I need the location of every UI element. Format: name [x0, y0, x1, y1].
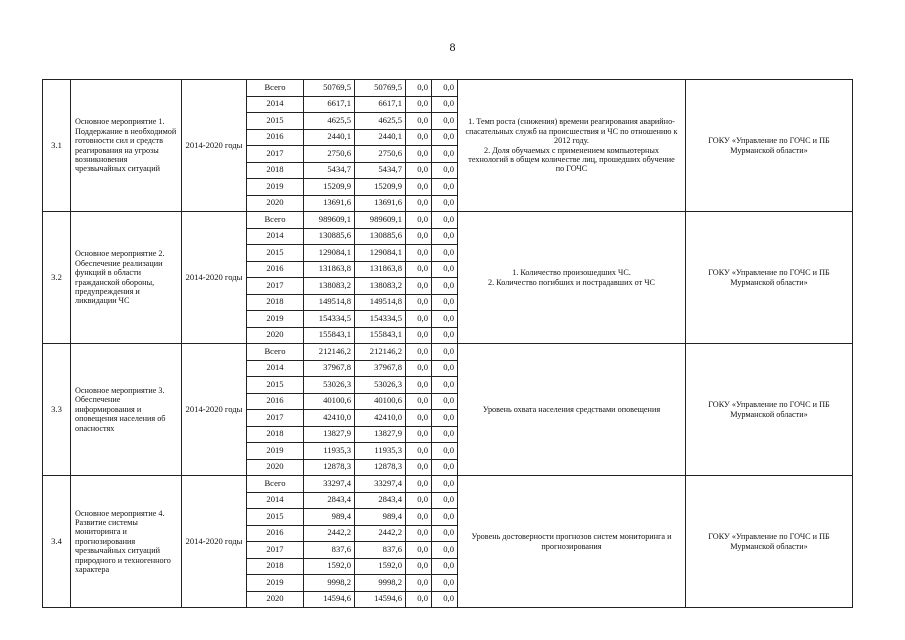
page-number: 8 [449, 40, 456, 54]
total-amount-cell: 12878,3 [304, 459, 355, 476]
year-cell: 2020 [247, 327, 304, 344]
other-sources-cell: 0,0 [432, 509, 458, 526]
regional-budget-cell: 129084,1 [355, 245, 406, 262]
regional-budget-cell: 12878,3 [355, 459, 406, 476]
other-sources-cell: 0,0 [432, 327, 458, 344]
indicators-cell [458, 476, 686, 608]
activity-period: 2014-2020 годы [182, 344, 247, 476]
total-amount-cell: 40100,6 [304, 393, 355, 410]
regional-budget-cell: 212146,2 [355, 344, 406, 361]
year-cell: 2016 [247, 393, 304, 410]
total-amount-cell: 4625,5 [304, 113, 355, 130]
regional-budget-cell: 2440,1 [355, 129, 406, 146]
year-cell: 2018 [247, 162, 304, 179]
federal-budget-cell: 0,0 [406, 162, 432, 179]
federal-budget-cell: 0,0 [406, 558, 432, 575]
total-amount-cell: 14594,6 [304, 591, 355, 608]
federal-budget-cell: 0,0 [406, 294, 432, 311]
year-cell: 2015 [247, 113, 304, 130]
other-sources-cell: 0,0 [432, 228, 458, 245]
table-row [43, 212, 853, 229]
year-cell: 2017 [247, 146, 304, 163]
other-sources-cell: 0,0 [432, 525, 458, 542]
regional-budget-cell: 13827,9 [355, 426, 406, 443]
total-amount-cell: 149514,8 [304, 294, 355, 311]
other-sources-cell: 0,0 [432, 426, 458, 443]
federal-budget-cell: 0,0 [406, 146, 432, 163]
federal-budget-cell: 0,0 [406, 575, 432, 592]
regional-budget-cell: 154334,5 [355, 311, 406, 328]
federal-budget-cell: 0,0 [406, 113, 432, 130]
regional-budget-cell: 42410,0 [355, 410, 406, 427]
other-sources-cell: 0,0 [432, 113, 458, 130]
activity-period: 2014-2020 годы [182, 212, 247, 344]
year-cell: 2019 [247, 443, 304, 460]
total-amount-cell: 2750,6 [304, 146, 355, 163]
federal-budget-cell: 0,0 [406, 476, 432, 493]
executor-cell: ГОКУ «Управление по ГОЧС и ПБ Мурманской области» [686, 344, 853, 476]
year-cell: 2017 [247, 542, 304, 559]
year-cell: 2019 [247, 575, 304, 592]
total-amount-cell: 15209,9 [304, 179, 355, 196]
regional-budget-cell: 138083,2 [355, 278, 406, 295]
activity-name: Основное мероприятие 2. Обеспечение реализации функций в области гражданской обороны, предупреждения и ликвидации ЧС [71, 212, 182, 344]
regional-budget-cell: 5434,7 [355, 162, 406, 179]
federal-budget-cell: 0,0 [406, 96, 432, 113]
year-cell: 2018 [247, 294, 304, 311]
federal-budget-cell: 0,0 [406, 344, 432, 361]
total-amount-cell: 13827,9 [304, 426, 355, 443]
year-cell: 2017 [247, 410, 304, 427]
year-cell: 2020 [247, 195, 304, 212]
indicator-text: Уровень охвата населения средствами оповещения [482, 404, 661, 414]
other-sources-cell: 0,0 [432, 410, 458, 427]
regional-budget-cell: 989,4 [355, 509, 406, 526]
year-cell: 2014 [247, 96, 304, 113]
total-amount-cell: 50769,5 [304, 80, 355, 97]
other-sources-cell: 0,0 [432, 311, 458, 328]
total-amount-cell: 5434,7 [304, 162, 355, 179]
federal-budget-cell: 0,0 [406, 377, 432, 394]
other-sources-cell: 0,0 [432, 459, 458, 476]
other-sources-cell: 0,0 [432, 377, 458, 394]
indicator-text: 1. Темп роста (снижения) времени реагирования аварийно-спасательных служб на происшествия и ЧС по отношению к 2012 году. [465, 117, 678, 146]
other-sources-cell: 0,0 [432, 80, 458, 97]
total-amount-cell: 42410,0 [304, 410, 355, 427]
regional-budget-cell: 2843,4 [355, 492, 406, 509]
year-cell: 2016 [247, 261, 304, 278]
regional-budget-cell: 53026,3 [355, 377, 406, 394]
federal-budget-cell: 0,0 [406, 443, 432, 460]
total-amount-cell: 9998,2 [304, 575, 355, 592]
regional-budget-cell: 13691,6 [355, 195, 406, 212]
year-cell: 2014 [247, 360, 304, 377]
other-sources-cell: 0,0 [432, 212, 458, 229]
other-sources-cell: 0,0 [432, 360, 458, 377]
regional-budget-cell: 50769,5 [355, 80, 406, 97]
federal-budget-cell: 0,0 [406, 179, 432, 196]
federal-budget-cell: 0,0 [406, 245, 432, 262]
year-cell: Всего [247, 212, 304, 229]
regional-budget-cell: 9998,2 [355, 575, 406, 592]
total-amount-cell: 212146,2 [304, 344, 355, 361]
year-cell: 2017 [247, 278, 304, 295]
federal-budget-cell: 0,0 [406, 195, 432, 212]
indicators-cell [458, 80, 686, 212]
activity-period: 2014-2020 годы [182, 80, 247, 212]
other-sources-cell: 0,0 [432, 575, 458, 592]
regional-budget-cell: 989609,1 [355, 212, 406, 229]
year-cell: Всего [247, 344, 304, 361]
indicators-cell [458, 344, 686, 476]
other-sources-cell: 0,0 [432, 96, 458, 113]
federal-budget-cell: 0,0 [406, 591, 432, 608]
regional-budget-cell: 131863,8 [355, 261, 406, 278]
total-amount-cell: 129084,1 [304, 245, 355, 262]
executor-cell: ГОКУ «Управление по ГОЧС и ПБ Мурманской области» [686, 476, 853, 608]
other-sources-cell: 0,0 [432, 591, 458, 608]
federal-budget-cell: 0,0 [406, 509, 432, 526]
other-sources-cell: 0,0 [432, 344, 458, 361]
regional-budget-cell: 37967,8 [355, 360, 406, 377]
total-amount-cell: 989609,1 [304, 212, 355, 229]
year-cell: 2019 [247, 179, 304, 196]
activity-number: 3.1 [43, 80, 71, 212]
other-sources-cell: 0,0 [432, 245, 458, 262]
activity-number: 3.3 [43, 344, 71, 476]
other-sources-cell: 0,0 [432, 179, 458, 196]
regional-budget-cell: 15209,9 [355, 179, 406, 196]
total-amount-cell: 130885,6 [304, 228, 355, 245]
total-amount-cell: 154334,5 [304, 311, 355, 328]
year-cell: 2016 [247, 525, 304, 542]
total-amount-cell: 6617,1 [304, 96, 355, 113]
indicator-text: 2. Доля обучаемых с применением компьютерных технологий в общем количестве лиц, прошедших обучение по ГОЧС [468, 145, 675, 174]
other-sources-cell: 0,0 [432, 294, 458, 311]
federal-budget-cell: 0,0 [406, 360, 432, 377]
other-sources-cell: 0,0 [432, 129, 458, 146]
regional-budget-cell: 11935,3 [355, 443, 406, 460]
total-amount-cell: 131863,8 [304, 261, 355, 278]
year-cell: 2020 [247, 591, 304, 608]
federal-budget-cell: 0,0 [406, 80, 432, 97]
table-row [43, 476, 853, 493]
year-cell: 2018 [247, 558, 304, 575]
federal-budget-cell: 0,0 [406, 393, 432, 410]
federal-budget-cell: 0,0 [406, 129, 432, 146]
other-sources-cell: 0,0 [432, 558, 458, 575]
activity-name: Основное мероприятие 3. Обеспечение информирования и оповещения населения об опасностях [71, 344, 182, 476]
total-amount-cell: 2843,4 [304, 492, 355, 509]
regional-budget-cell: 40100,6 [355, 393, 406, 410]
regional-budget-cell: 837,6 [355, 542, 406, 559]
federal-budget-cell: 0,0 [406, 228, 432, 245]
regional-budget-cell: 4625,5 [355, 113, 406, 130]
regional-budget-cell: 14594,6 [355, 591, 406, 608]
activity-number: 3.4 [43, 476, 71, 608]
total-amount-cell: 2442,2 [304, 525, 355, 542]
year-cell: 2018 [247, 426, 304, 443]
year-cell: 2016 [247, 129, 304, 146]
year-cell: 2014 [247, 492, 304, 509]
year-cell: 2014 [247, 228, 304, 245]
total-amount-cell: 989,4 [304, 509, 355, 526]
other-sources-cell: 0,0 [432, 146, 458, 163]
other-sources-cell: 0,0 [432, 162, 458, 179]
year-cell: 2019 [247, 311, 304, 328]
regional-budget-cell: 130885,6 [355, 228, 406, 245]
regional-budget-cell: 155843,1 [355, 327, 406, 344]
table-row [43, 80, 853, 97]
regional-budget-cell: 1592,0 [355, 558, 406, 575]
other-sources-cell: 0,0 [432, 542, 458, 559]
federal-budget-cell: 0,0 [406, 278, 432, 295]
indicator-text: Уровень достоверности прогнозов систем мониторинга и прогнозирования [471, 532, 672, 551]
other-sources-cell: 0,0 [432, 261, 458, 278]
federal-budget-cell: 0,0 [406, 327, 432, 344]
total-amount-cell: 138083,2 [304, 278, 355, 295]
federal-budget-cell: 0,0 [406, 261, 432, 278]
total-amount-cell: 33297,4 [304, 476, 355, 493]
activity-name: Основное мероприятие 1. Поддержание в необходимой готовности сил и средств реагирования на угрозы возникновения чрезвычайных ситуаций [71, 80, 182, 212]
total-amount-cell: 837,6 [304, 542, 355, 559]
indicator-text: 1. Количество произошедших ЧС. [512, 268, 631, 278]
other-sources-cell: 0,0 [432, 278, 458, 295]
total-amount-cell: 1592,0 [304, 558, 355, 575]
total-amount-cell: 13691,6 [304, 195, 355, 212]
federal-budget-cell: 0,0 [406, 212, 432, 229]
other-sources-cell: 0,0 [432, 492, 458, 509]
other-sources-cell: 0,0 [432, 195, 458, 212]
regional-budget-cell: 2442,2 [355, 525, 406, 542]
table-row [43, 344, 853, 361]
table-body [43, 80, 853, 608]
federal-budget-cell: 0,0 [406, 542, 432, 559]
executor-cell: ГОКУ «Управление по ГОЧС и ПБ Мурманской области» [686, 80, 853, 212]
total-amount-cell: 53026,3 [304, 377, 355, 394]
indicator-text: 2. Количество погибших и пострадавших от ЧС [487, 277, 656, 287]
other-sources-cell: 0,0 [432, 476, 458, 493]
total-amount-cell: 2440,1 [304, 129, 355, 146]
year-cell: Всего [247, 80, 304, 97]
year-cell: 2015 [247, 509, 304, 526]
federal-budget-cell: 0,0 [406, 492, 432, 509]
year-cell: Всего [247, 476, 304, 493]
total-amount-cell: 155843,1 [304, 327, 355, 344]
federal-budget-cell: 0,0 [406, 311, 432, 328]
year-cell: 2015 [247, 377, 304, 394]
regional-budget-cell: 6617,1 [355, 96, 406, 113]
program-activities-table [42, 79, 853, 608]
other-sources-cell: 0,0 [432, 393, 458, 410]
federal-budget-cell: 0,0 [406, 525, 432, 542]
federal-budget-cell: 0,0 [406, 410, 432, 427]
federal-budget-cell: 0,0 [406, 426, 432, 443]
activity-period: 2014-2020 годы [182, 476, 247, 608]
year-cell: 2015 [247, 245, 304, 262]
regional-budget-cell: 2750,6 [355, 146, 406, 163]
indicators-cell [458, 212, 686, 344]
executor-cell: ГОКУ «Управление по ГОЧС и ПБ Мурманской области» [686, 212, 853, 344]
regional-budget-cell: 149514,8 [355, 294, 406, 311]
year-cell: 2020 [247, 459, 304, 476]
other-sources-cell: 0,0 [432, 443, 458, 460]
regional-budget-cell: 33297,4 [355, 476, 406, 493]
total-amount-cell: 11935,3 [304, 443, 355, 460]
total-amount-cell: 37967,8 [304, 360, 355, 377]
activity-name: Основное мероприятие 4. Развитие системы мониторинга и прогнозирования чрезвычайных ситуаций природного и техногенного характера [71, 476, 182, 608]
federal-budget-cell: 0,0 [406, 459, 432, 476]
activity-number: 3.2 [43, 212, 71, 344]
